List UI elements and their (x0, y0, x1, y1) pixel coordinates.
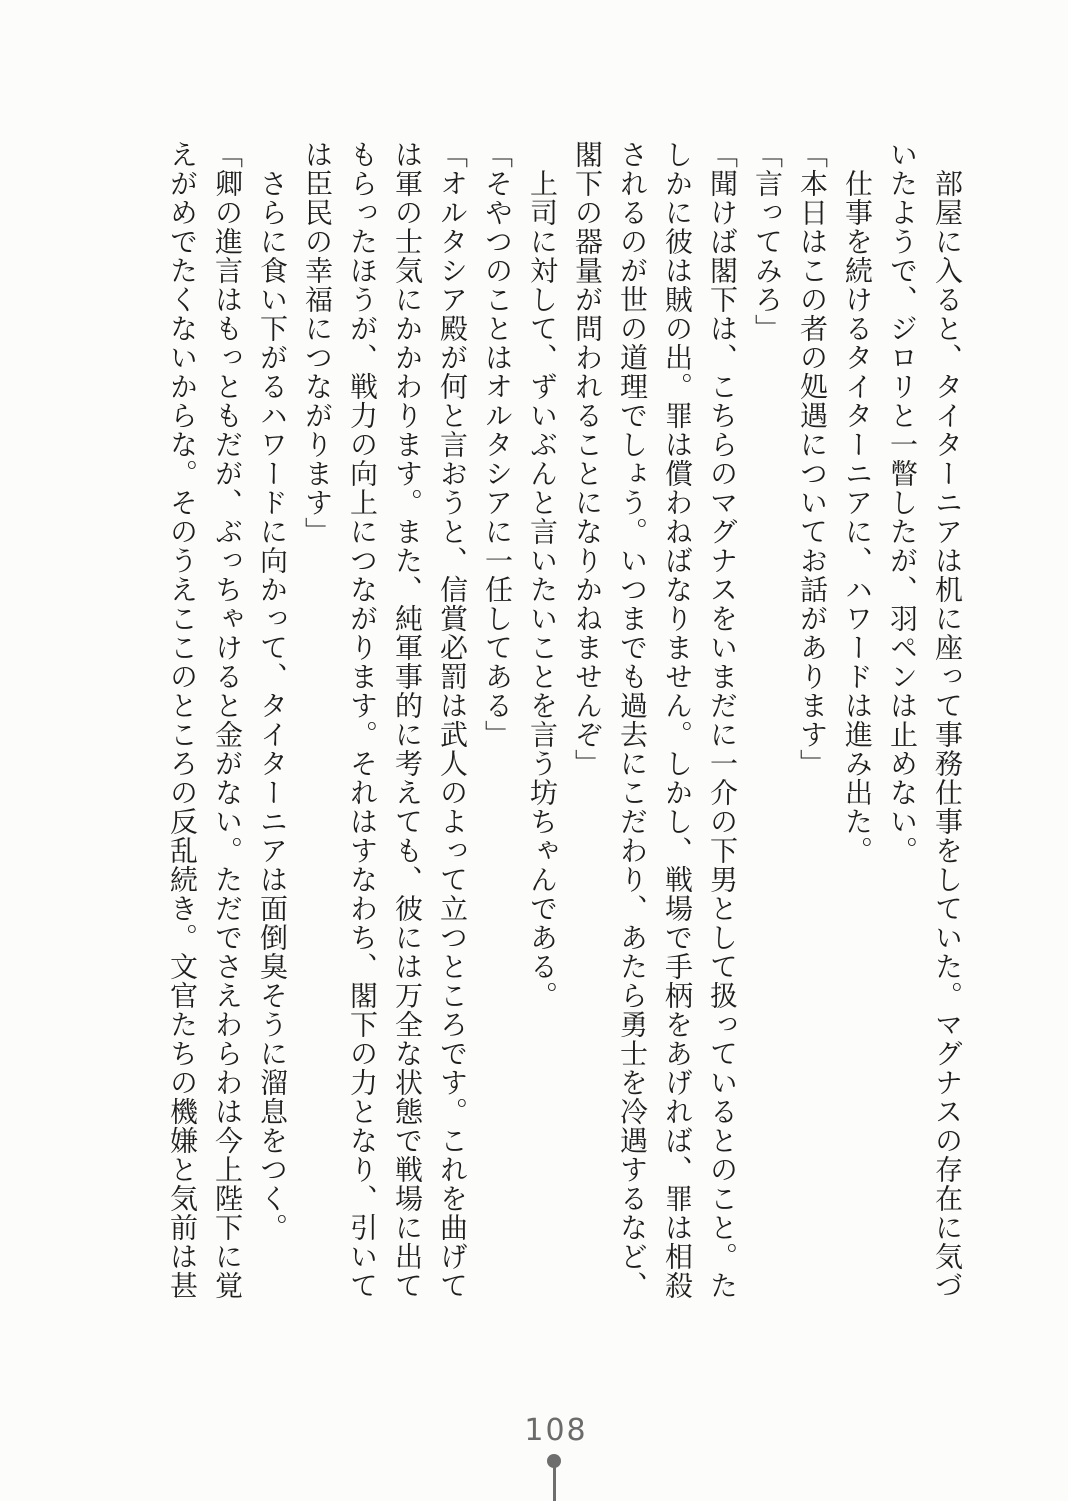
narration-paragraph: 部屋に入ると、タイターニアは机に座って事務仕事をしていた。マグナスの存在に気づいたようで、ジロリと一瞥したが、羽ペンは止めない。 (886, 140, 964, 1300)
page-marker (547, 1454, 561, 1500)
narration-paragraph: さらに食い下がるハワードに向かって、タイターニアは面倒臭そうに溜息をつく。 (256, 169, 289, 1242)
dialogue-paragraph: 「言ってみろ」 (751, 140, 784, 343)
marker-line (553, 1467, 556, 1501)
page-number: 108 (524, 1413, 588, 1448)
dialogue-paragraph: 「聞けば閣下は、こちらのマグナスをいまだに一介の下男として扱っているとのこと。たしかに彼は賊の出。罪は償わねばなりません。しかし、戦場で手柄をあげれば、罪は相殺されるのが世の道理でしょう。いつまでも過去にこだわり、あたら勇士を冷遇するなど、閣下の器量が問われることになりかねませんぞ」 (571, 140, 739, 1300)
dialogue-paragraph: 「そやつのことはオルタシアに一任してある」 (481, 140, 514, 749)
dialogue-paragraph: 「オルタシア殿が何と言おうと、信賞必罰は武人のよって立つところです。これを曲げては軍の士気にかかわります。また、純軍事的に考えても、彼には万全な状態で戦場に出てもらったほうが、戦力の向上につながります。それはすなわち、閣下の力となり、引いては臣民の幸福につながります」 (301, 140, 469, 1300)
dialogue-paragraph: 「卿の進言はもっともだが、ぶっちゃけると金がない。ただでさえわらわは今上陛下に覚えがめでたくないからな。そのうえここのところの反乱続き。文官たちの機嫌と気前は甚 (166, 140, 244, 1300)
narration-paragraph: 上司に対して、ずいぶんと言いたいことを言う坊ちゃんである。 (526, 169, 559, 1010)
dialogue-paragraph: 「本日はこの者の処遇についてお話があります」 (796, 140, 829, 778)
vertical-text-block (160, 140, 970, 1302)
marker-dot-icon (547, 1454, 561, 1468)
narration-paragraph: 仕事を続けるタイターニアに、ハワードは進み出た。 (841, 169, 874, 865)
page-footer (524, 1415, 587, 1447)
